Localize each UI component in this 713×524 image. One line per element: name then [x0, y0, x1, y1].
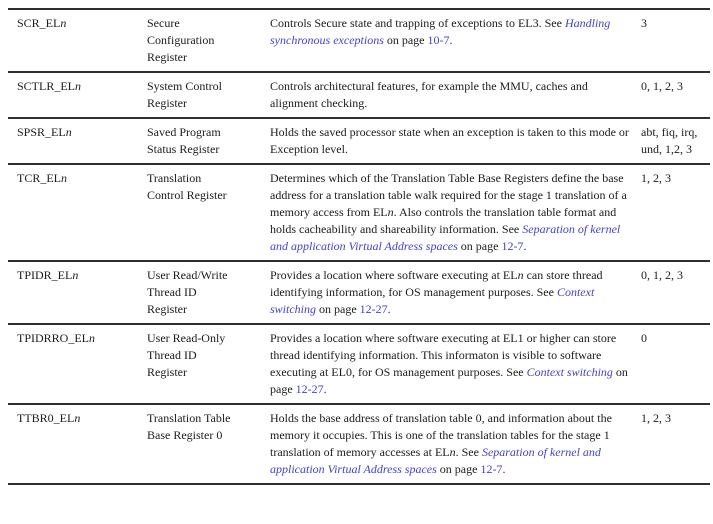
exception-levels-cell: 1, 2, 3 — [641, 411, 671, 425]
description-text: Controls architectural features, for example the MMU, caches and alignment checking. — [270, 79, 588, 110]
register-longname-cell — [147, 165, 270, 260]
table-row — [8, 260, 710, 323]
register-name-variable: n — [60, 16, 67, 30]
page-number-link[interactable]: 12-7 — [480, 462, 503, 476]
register-longname-cell — [147, 325, 270, 403]
register-longname-line: Translation Table — [147, 411, 231, 425]
exception-levels-cell: 0 — [641, 331, 647, 345]
register-name: SCTLR_EL — [17, 79, 76, 93]
description-text: Holds the saved processor state when an exception is taken to this mode or Exception level. — [270, 125, 629, 156]
register-longname-line: Control Register — [147, 188, 227, 202]
description-text: . Also controls the translation table format and holds cacheability and shareability information. See — [270, 205, 617, 236]
description-text: Controls Secure state and trapping of exceptions to EL3. See — [270, 16, 565, 30]
description-text: on page — [316, 302, 360, 316]
register-longname-cell — [147, 405, 270, 483]
register-description-cell — [270, 165, 638, 260]
register-longname-line: Register — [147, 365, 187, 379]
page-number-link[interactable]: 12-27 — [295, 382, 324, 396]
register-name-variable: n — [74, 411, 81, 425]
register-name: SPSR_EL — [17, 125, 66, 139]
register-longname-line: System Control — [147, 79, 223, 93]
cross-reference-link[interactable]: Separation of kernel and application Virtual Address spaces — [270, 222, 621, 253]
description-text: Determines which of the Translation Table Base Registers define the base address for a translation table walk required for the stage 1 translation of a memory access from EL — [270, 171, 627, 219]
description-text: on page — [457, 239, 502, 253]
register-longname-line: Saved Program — [147, 125, 221, 139]
register-longname-line: Translation — [147, 171, 202, 185]
register-longname-line: Configuration — [147, 33, 215, 47]
register-name: TPIDRRO_EL — [17, 331, 89, 345]
description-text: on page — [383, 33, 428, 47]
exception-levels-cell: 1, 2, 3 — [641, 171, 671, 185]
register-longname-cell — [147, 10, 270, 71]
register-name: TTBR0_EL — [17, 411, 75, 425]
register-name-cell — [8, 10, 147, 71]
description-text: . — [449, 33, 453, 47]
page-number-link[interactable]: 12-27 — [359, 302, 388, 316]
exception-levels-cell: 0, 1, 2, 3 — [641, 79, 683, 93]
register-name-cell — [8, 325, 147, 403]
register-name: TPIDR_EL — [17, 268, 73, 282]
register-name: SCR_EL — [17, 16, 61, 30]
description-text: on page — [436, 462, 481, 476]
register-longname-line: Status Register — [147, 142, 220, 156]
description-text: can store thread identifying information, for OS management purposes. See — [270, 268, 603, 299]
register-description-cell — [270, 10, 638, 71]
table-row — [8, 403, 710, 483]
description-text: . — [323, 382, 327, 396]
description-text: . — [502, 462, 506, 476]
description-text: . — [523, 239, 527, 253]
register-description-cell — [270, 405, 638, 483]
register-longname-line: Secure — [147, 16, 180, 30]
exception-levels-cell: abt, fiq, irq, und, 1,2, 3 — [641, 125, 698, 156]
register-variable: n — [387, 205, 394, 219]
cross-reference-link[interactable]: Context switching — [270, 285, 595, 316]
table-row — [8, 117, 710, 163]
register-longname-cell — [147, 262, 270, 323]
exception-levels-cell: 0, 1, 2, 3 — [641, 268, 683, 282]
register-name-variable: n — [89, 331, 95, 345]
description-text: . — [387, 302, 391, 316]
register-name: TCR_EL — [17, 171, 61, 185]
register-table — [8, 8, 710, 485]
register-name-cell — [8, 73, 147, 117]
register-longname-line: Register — [147, 96, 187, 110]
cross-reference-link[interactable]: Context switching — [526, 365, 613, 379]
register-variable: n — [449, 445, 456, 459]
register-name-cell — [8, 165, 147, 260]
register-longname-line: Thread ID — [147, 348, 197, 362]
cross-reference-link[interactable]: Separation of kernel and application Virtual Address spaces — [270, 445, 601, 476]
register-longname-line: User Read/Write — [147, 268, 228, 282]
register-longname-line: Thread ID — [147, 285, 197, 299]
register-name-variable: n — [65, 125, 72, 139]
table-row — [8, 71, 710, 117]
register-description-cell — [270, 262, 638, 323]
exception-levels-cell: 3 — [641, 16, 647, 30]
description-text: Provides a location where software executing at EL1 or higher can store thread identifying information. This informaton is visible to software executing at EL0, for OS management purposes. See — [270, 331, 617, 379]
register-description-cell — [270, 73, 638, 117]
register-description-cell — [270, 325, 638, 403]
description-text: Holds the base address of translation table 0, and information about the memory it occupies. This is one of the translation tables for the stage 1 translation of memory accesses at EL — [270, 411, 612, 459]
register-variable: n — [517, 268, 524, 282]
description-text: . See — [455, 445, 482, 459]
register-name-cell — [8, 119, 147, 163]
register-longname-cell — [147, 119, 270, 163]
table-row — [8, 163, 710, 260]
register-name-variable: n — [75, 79, 82, 93]
register-name-variable: n — [61, 171, 67, 185]
register-longname-line: Base Register 0 — [147, 428, 223, 442]
cross-reference-link[interactable]: Handling synchronous exceptions — [270, 16, 611, 47]
register-description-cell — [270, 119, 638, 163]
page-number-link[interactable]: 10-7 — [427, 33, 450, 47]
page-number-link[interactable]: 12-7 — [501, 239, 524, 253]
description-text: Provides a location where software executing at EL — [270, 268, 518, 282]
description-text: on page — [270, 365, 628, 396]
register-name-variable: n — [72, 268, 79, 282]
register-longname-line: Register — [147, 302, 187, 316]
table-row — [8, 8, 710, 71]
register-name-cell — [8, 405, 147, 483]
table-row — [8, 323, 710, 403]
register-name-cell — [8, 262, 147, 323]
register-longname-line: User Read-Only — [147, 331, 226, 345]
register-longname-line: Register — [147, 50, 187, 64]
register-longname-cell — [147, 73, 270, 117]
